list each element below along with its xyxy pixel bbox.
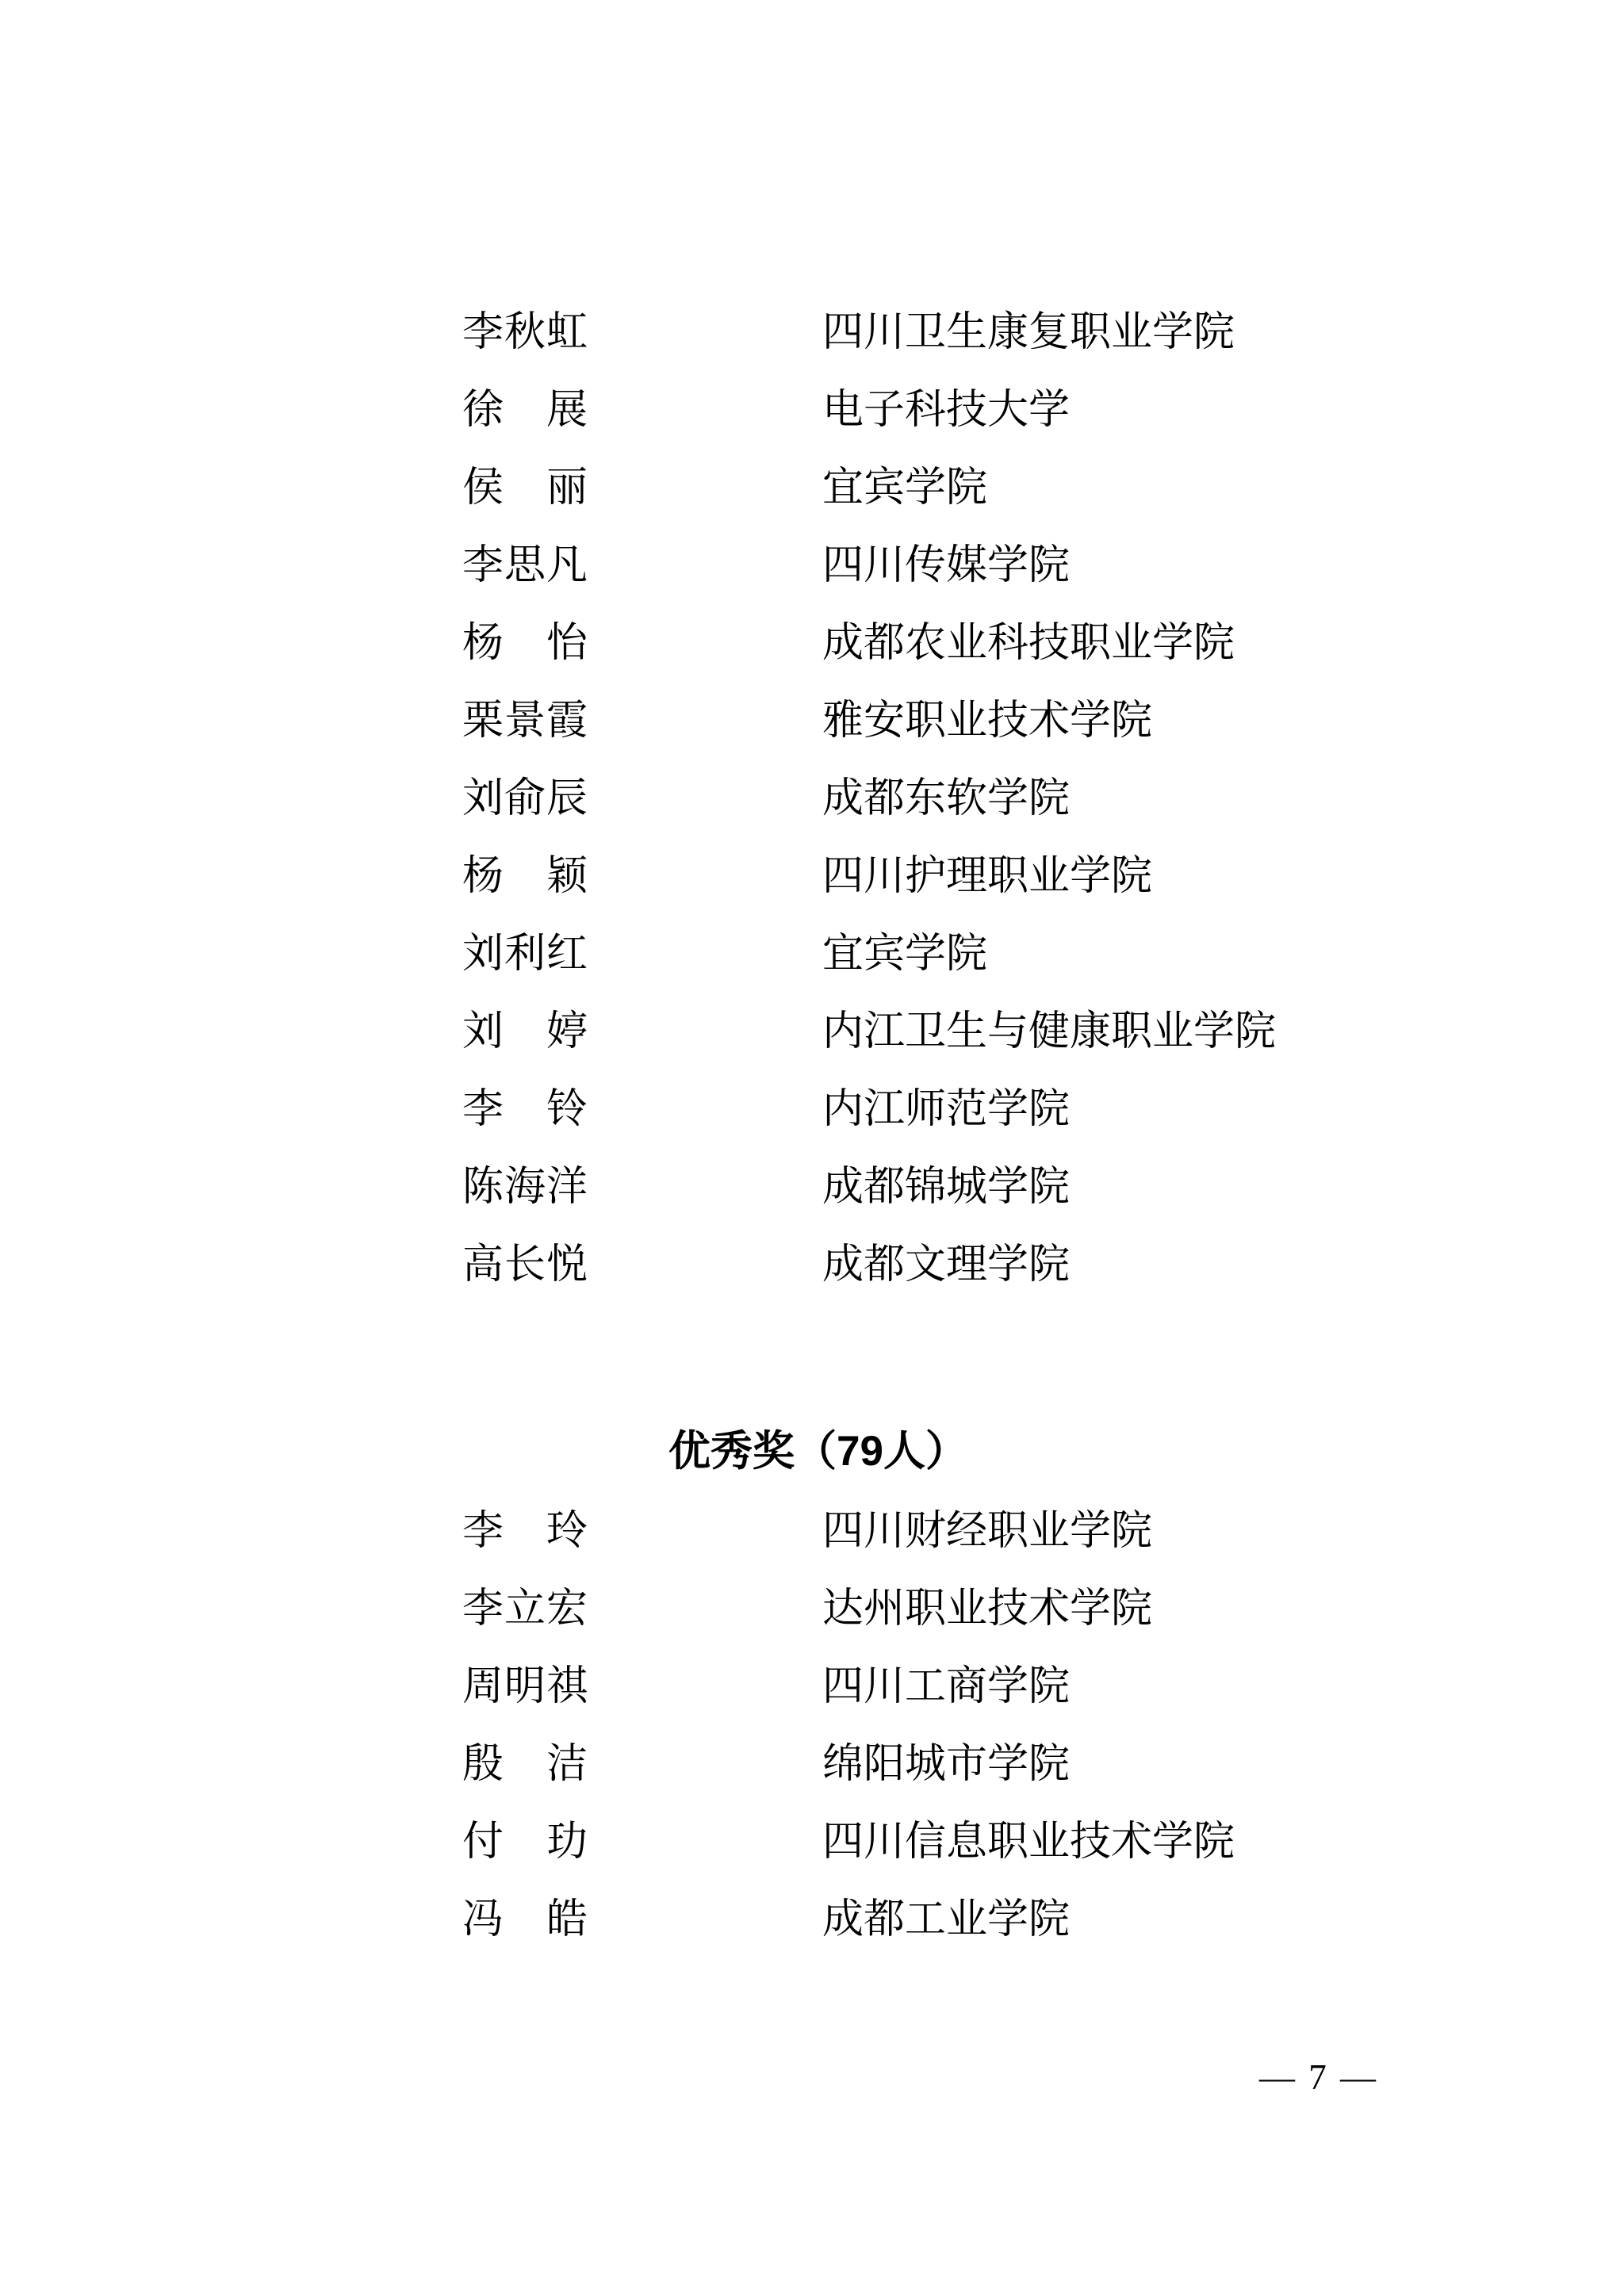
institution-name: 成都文理学院 <box>822 1242 1071 1288</box>
institution-name: 四川护理职业学院 <box>822 854 1153 899</box>
award-row <box>462 700 1276 743</box>
page-number: — 7 — <box>1259 2057 1378 2097</box>
institution-name: 宜宾学院 <box>822 932 988 977</box>
award-row <box>462 622 1276 665</box>
award-list-continued <box>462 312 1276 1322</box>
awardee-name: 高长悦 <box>462 1242 588 1288</box>
awardee-name: 李思凡 <box>462 543 588 588</box>
awardee-name: 栗景霞 <box>462 698 588 744</box>
award-row <box>462 1899 1235 1942</box>
award-row <box>462 1011 1276 1054</box>
award-row <box>462 389 1276 432</box>
award-row <box>462 1089 1276 1131</box>
institution-name: 成都东软学院 <box>822 776 1071 821</box>
awardee-name: 周明祺 <box>462 1664 588 1709</box>
award-row <box>462 545 1276 587</box>
institution-name: 四川信息职业技术学院 <box>822 1820 1235 1865</box>
institution-name: 电子科技大学 <box>822 388 1071 433</box>
award-row <box>462 855 1276 898</box>
awardee-name: 李 玲 <box>462 1509 588 1554</box>
awardee-name: 刘利红 <box>462 932 588 977</box>
institution-name: 雅安职业技术学院 <box>822 698 1153 744</box>
award-row <box>462 1743 1235 1786</box>
institution-name: 四川卫生康复职业学院 <box>822 310 1235 355</box>
institution-name: 达州职业技术学院 <box>822 1586 1153 1632</box>
award-row <box>462 1666 1235 1709</box>
institution-name: 成都工业学院 <box>822 1897 1071 1942</box>
institution-name: 成都锦城学院 <box>822 1165 1071 1210</box>
awardee-name: 杨 怡 <box>462 621 588 666</box>
institution-name: 内江卫生与健康职业学院 <box>822 1009 1277 1054</box>
awardee-name: 殷 洁 <box>462 1742 588 1787</box>
awardee-name: 付 玏 <box>462 1820 588 1865</box>
award-row <box>462 467 1276 510</box>
award-row <box>462 312 1276 354</box>
award-row <box>462 1510 1235 1553</box>
institution-name: 四川传媒学院 <box>822 543 1071 588</box>
award-row <box>462 778 1276 821</box>
institution-name: 绵阳城市学院 <box>822 1742 1071 1787</box>
institution-name: 成都农业科技职业学院 <box>822 621 1235 666</box>
section-title-excellence-award: 优秀奖（79人） <box>668 1428 967 1475</box>
institution-name: 四川工商学院 <box>822 1664 1071 1709</box>
awardee-name: 刘俞辰 <box>462 776 588 821</box>
awardee-name: 刘 婷 <box>462 1009 588 1054</box>
award-row <box>462 933 1276 976</box>
awardee-name: 杨 颖 <box>462 854 588 899</box>
awardee-name: 冯 皓 <box>462 1897 588 1942</box>
awardee-name: 李立宏 <box>462 1586 588 1632</box>
award-row <box>462 1244 1276 1287</box>
awardee-name: 李 铃 <box>462 1087 588 1132</box>
award-row <box>462 1166 1276 1209</box>
awardee-name: 李秋虹 <box>462 310 588 355</box>
award-row <box>462 1588 1235 1631</box>
award-list-excellence <box>462 1510 1235 1976</box>
awardee-name: 徐 展 <box>462 388 588 433</box>
institution-name: 四川财经职业学院 <box>822 1509 1153 1554</box>
institution-name: 宜宾学院 <box>822 465 988 511</box>
institution-name: 内江师范学院 <box>822 1087 1071 1132</box>
awardee-name: 侯 丽 <box>462 465 588 511</box>
award-row <box>462 1821 1235 1864</box>
awardee-name: 陈海洋 <box>462 1165 588 1210</box>
